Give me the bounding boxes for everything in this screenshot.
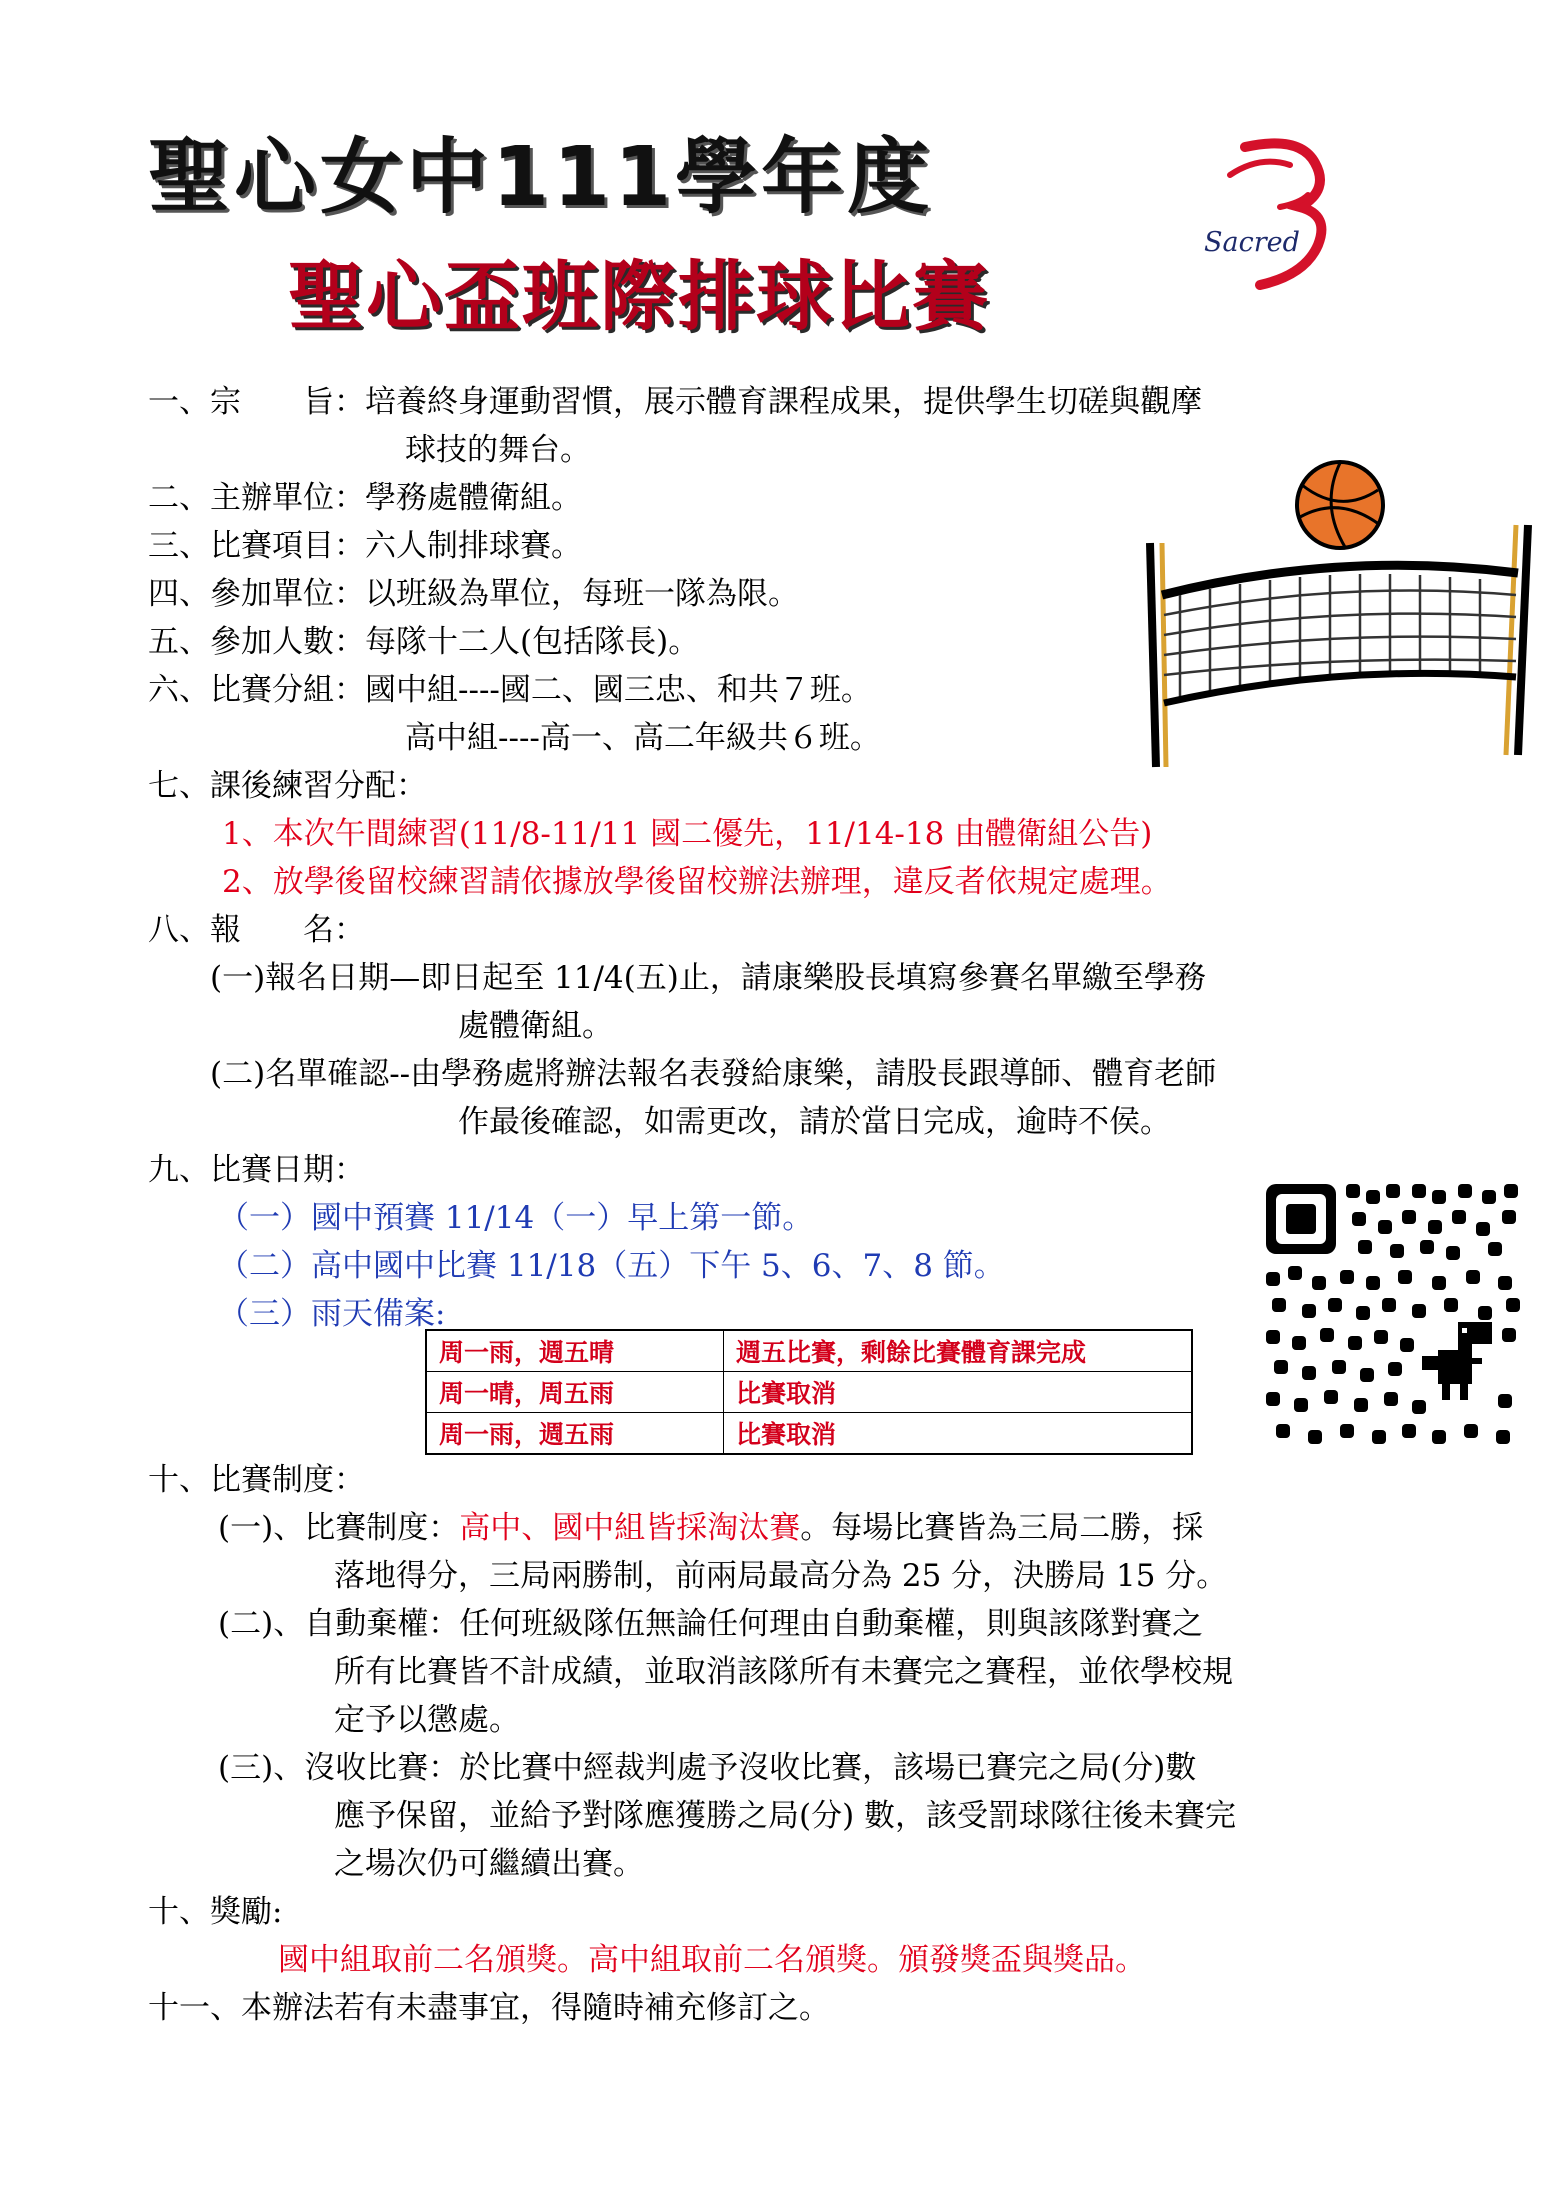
- table-cell: 周一雨，週五晴: [426, 1330, 724, 1372]
- rule-item-3: (三)、沒收比賽：於比賽中經裁判處予沒收比賽，該場已賽完之局(分)數: [218, 1750, 1197, 1786]
- table-cell: 比賽取消: [724, 1372, 1193, 1413]
- rule-item-2-cont2: 定予以懲處。: [334, 1702, 520, 1738]
- section-participants: 四、參加單位：以班級為單位，每班一隊為限。: [148, 576, 799, 612]
- registration-item-1-cont: 處體衛組。: [458, 1008, 613, 1044]
- rain-plan-table: [425, 1329, 1193, 1455]
- table-cell: 周一晴，周五雨: [426, 1372, 724, 1413]
- qr-code-icon[interactable]: [1262, 1180, 1524, 1448]
- table-row: [426, 1372, 1192, 1413]
- section-purpose: 一、宗 旨：培養終身運動習慣，展示體育課程成果，提供學生切磋與觀摩: [148, 384, 1202, 420]
- practice-item-1: 1、本次午間練習(11/8-11/11 國二優先，11/14-18 由體衛組公告): [222, 816, 1153, 852]
- awards-text: 國中組取前二名頒獎。高中組取前二名頒獎。頒發獎盃與獎品。: [278, 1942, 1146, 1978]
- section-purpose-cont: 球技的舞台。: [405, 432, 591, 468]
- title-line1: 聖心女中111學年度: [148, 130, 934, 225]
- registration-item-2: (二)名單確認--由學務處將辦法報名表發給康樂，請股長跟導師、體育老師: [210, 1056, 1217, 1092]
- table-row: [426, 1330, 1192, 1372]
- rule-item-2-cont: 所有比賽皆不計成績，並取消該隊所有未賽完之賽程，並依學校規: [334, 1654, 1233, 1690]
- section-groups-cont: 高中組----高一、高二年級共６班。: [405, 720, 881, 756]
- rule-item-1: (一)、比賽制度：高中、國中組皆採淘汰賽。每場比賽皆為三局二勝，採: [218, 1510, 1204, 1546]
- section-event: 三、比賽項目：六人制排球賽。: [148, 528, 582, 564]
- title-line2: 聖心盃班際排球比賽: [288, 252, 990, 341]
- table-cell: 週五比賽，剩餘比賽體育課完成: [724, 1330, 1193, 1372]
- rule-item-3-cont: 應予保留，並給予對隊應獲勝之局(分) 數，該受罰球隊往後未賽完: [334, 1798, 1237, 1834]
- registration-item-1: (一)報名日期—即日起至 11/4(五)止，請康樂股長填寫參賽名單繳至學務: [210, 960, 1206, 996]
- section-team-size: 五、參加人數：每隊十二人(包括隊長)。: [148, 624, 700, 660]
- table-cell: 比賽取消: [724, 1413, 1193, 1455]
- section-groups: 六、比賽分組：國中組----國二、國三忠、和共７班。: [148, 672, 872, 708]
- registration-item-2-cont: 作最後確認，如需更改，請於當日完成，逾時不侯。: [458, 1104, 1171, 1140]
- table-cell: 周一雨，週五雨: [426, 1413, 724, 1455]
- date-item-3: （三）雨天備案:: [218, 1296, 446, 1332]
- section-practice: 七、課後練習分配：: [148, 768, 427, 804]
- volleyball-net-icon: [1140, 455, 1540, 785]
- date-item-1: （一）國中預賽 11/14（一）早上第一節。: [218, 1200, 814, 1236]
- rule-item-1-cont: 落地得分，三局兩勝制，前兩局最高分為 25 分，決勝局 15 分。: [334, 1558, 1228, 1594]
- practice-item-2: 2、放學後留校練習請依據放學後留校辦法辦理，違反者依規定處理。: [222, 864, 1172, 900]
- logo-text: Sacred: [1204, 227, 1300, 258]
- dinosaur-icon: [1422, 1322, 1492, 1400]
- sacred-logo: [1190, 135, 1340, 295]
- section-dates: 九、比賽日期：: [148, 1152, 365, 1188]
- section-organizer: 二、主辦單位：學務處體衛組。: [148, 480, 582, 516]
- table-row: [426, 1413, 1192, 1455]
- section-registration: 八、報 名：: [148, 912, 365, 948]
- section-amendment: 十一、本辦法若有未盡事宜，得隨時補充修訂之。: [148, 1990, 830, 2026]
- rule-item-2: (二)、自動棄權：任何班級隊伍無論任何理由自動棄權，則與該隊對賽之: [218, 1606, 1204, 1642]
- section-awards: 十、獎勵:: [148, 1894, 283, 1930]
- rule-item-3-cont2: 之場次仍可繼續出賽。: [334, 1846, 644, 1882]
- date-item-2: （二）高中國中比賽 11/18（五）下午 5、6、7、8 節。: [218, 1248, 1005, 1284]
- section-rules: 十、比賽制度：: [148, 1462, 365, 1498]
